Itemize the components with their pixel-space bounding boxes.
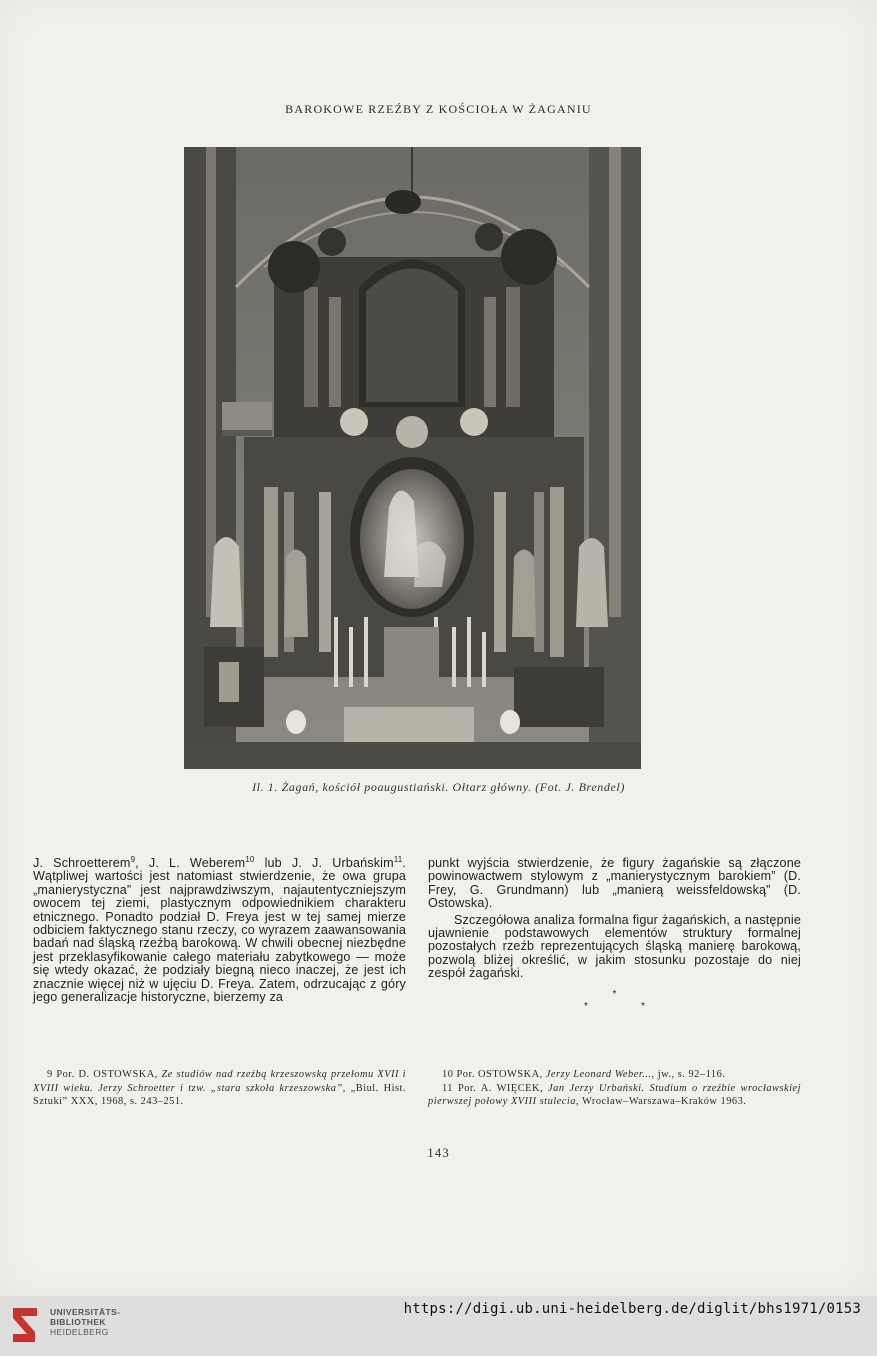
text-run: , jw., s. 92–116.: [651, 1069, 726, 1080]
footnote-ref: 9: [130, 854, 136, 864]
text-run: J. Schroetterem: [33, 856, 131, 870]
text-run: , Wrocław–Warszawa–Kraków 1963.: [575, 1096, 747, 1107]
footnote-ref: 10: [245, 854, 255, 864]
permalink-url[interactable]: https://digi.ub.uni-heidelberg.de/diglit/bhs1971/0153: [403, 1301, 861, 1317]
text-run: 10 Por. OSTOWSKA,: [442, 1069, 546, 1080]
body-column-right: [428, 857, 801, 1013]
text-run: , „Biul. Hist. Sztuki” XXX, 1968, s. 243–251.: [33, 1082, 407, 1107]
library-name-line-2: BIBLIOTHEK: [50, 1317, 106, 1327]
figure-caption: Il. 1. Żagań, kościół poaugustiański. Ołtarz główny. (Fot. J. Brendel): [252, 780, 625, 794]
section-divider: [428, 989, 801, 1013]
italic-title: Jerzy Leonard Weber...: [545, 1069, 652, 1080]
divider-stars-bottom: * *: [583, 1000, 645, 1012]
page-number: 143: [427, 1145, 450, 1160]
body-column-left: [33, 854, 407, 1005]
library-name: [50, 1307, 120, 1337]
running-head: BAROKOWE RZEŹBY Z KOŚCIOŁA W ŻAGANIU: [285, 102, 592, 116]
text-run: 11 Por. A. WIĘCEK,: [442, 1082, 549, 1094]
italic-title: Jan Jerzy Urbański. Studium o rzeźbie wrocławskiej pierwszej połowy XVIII stulecia: [428, 1082, 801, 1107]
footnote-10: [428, 1068, 801, 1082]
text-run: . Wątpliwej wartości jest natomiast stwierdzenie, że owa grupa „manierystyczna” jest najprawdziwszym, najautentyczniejszym owocem tej ziemi, plastycznym odpowiednikiem charakteru etnicznego. Ponadto podział D. Freya jest w tej samej mierze odbiciem faktycznego stanu rzeczy, co wyrazem zaawansowania badań nad śląską rzeźbą barokową. W chwili obecnej niezbędne jest przeklasyfikowanie całego materiału zabytkowego — może się wtedy okazać, że podziały biegną nieco inaczej, że jest ich znacznie więcej niż w ujęciu D. Freya. Zatem, odrzucając z góry jego generalizacje historyczne, bierzemy za: [33, 856, 407, 1005]
altar-photo-illustration: [184, 147, 641, 769]
body-paragraph: punkt wyjścia stwierdzenie, że figury żagańskie są złączone powinowactwem stylowym z „manierystycznym barokiem” (D. Frey, G. Grundmann) lub „manierą weissfeldowską” (D. Ostowska).: [428, 856, 801, 911]
body-paragraph: [33, 854, 407, 1005]
library-name-line-1: UNIVERSITÄTS-: [50, 1307, 121, 1317]
text-run: , J. L. Weberem: [135, 856, 246, 870]
divider-star-top: *: [612, 988, 617, 1000]
footnotes-right: [428, 1068, 801, 1109]
italic-title: Ze studiów nad rzeźbą krzeszowską przełomu XVII i XVIII wieku. Jerzy Schroetter i tzw. „stara szkoła krzeszowska”: [33, 1069, 406, 1094]
footnote-ref: 11: [393, 854, 403, 864]
university-library-logo-icon[interactable]: [9, 1304, 41, 1346]
altar-photograph: [184, 147, 641, 769]
footnotes-left: [33, 1068, 406, 1109]
library-name-line-3: HEIDELBERG: [50, 1327, 109, 1337]
footnote-9: [33, 1068, 406, 1109]
text-run: 9 Por. D. OSTOWSKA,: [47, 1069, 162, 1080]
text-run: lub J. J. Urbańskim: [254, 856, 394, 870]
body-paragraph: Szczegółowa analiza formalna figur żagańskich, a następnie ujawnienie podstawowych elementów struktury formalnej pozostałych rzeźb reprezentujących śląską manierę barokową, pozwolą bliżej określić, w jakim stosunku pozostaje do niej zespół żagański.: [428, 912, 801, 981]
footnote-11: [428, 1082, 801, 1109]
